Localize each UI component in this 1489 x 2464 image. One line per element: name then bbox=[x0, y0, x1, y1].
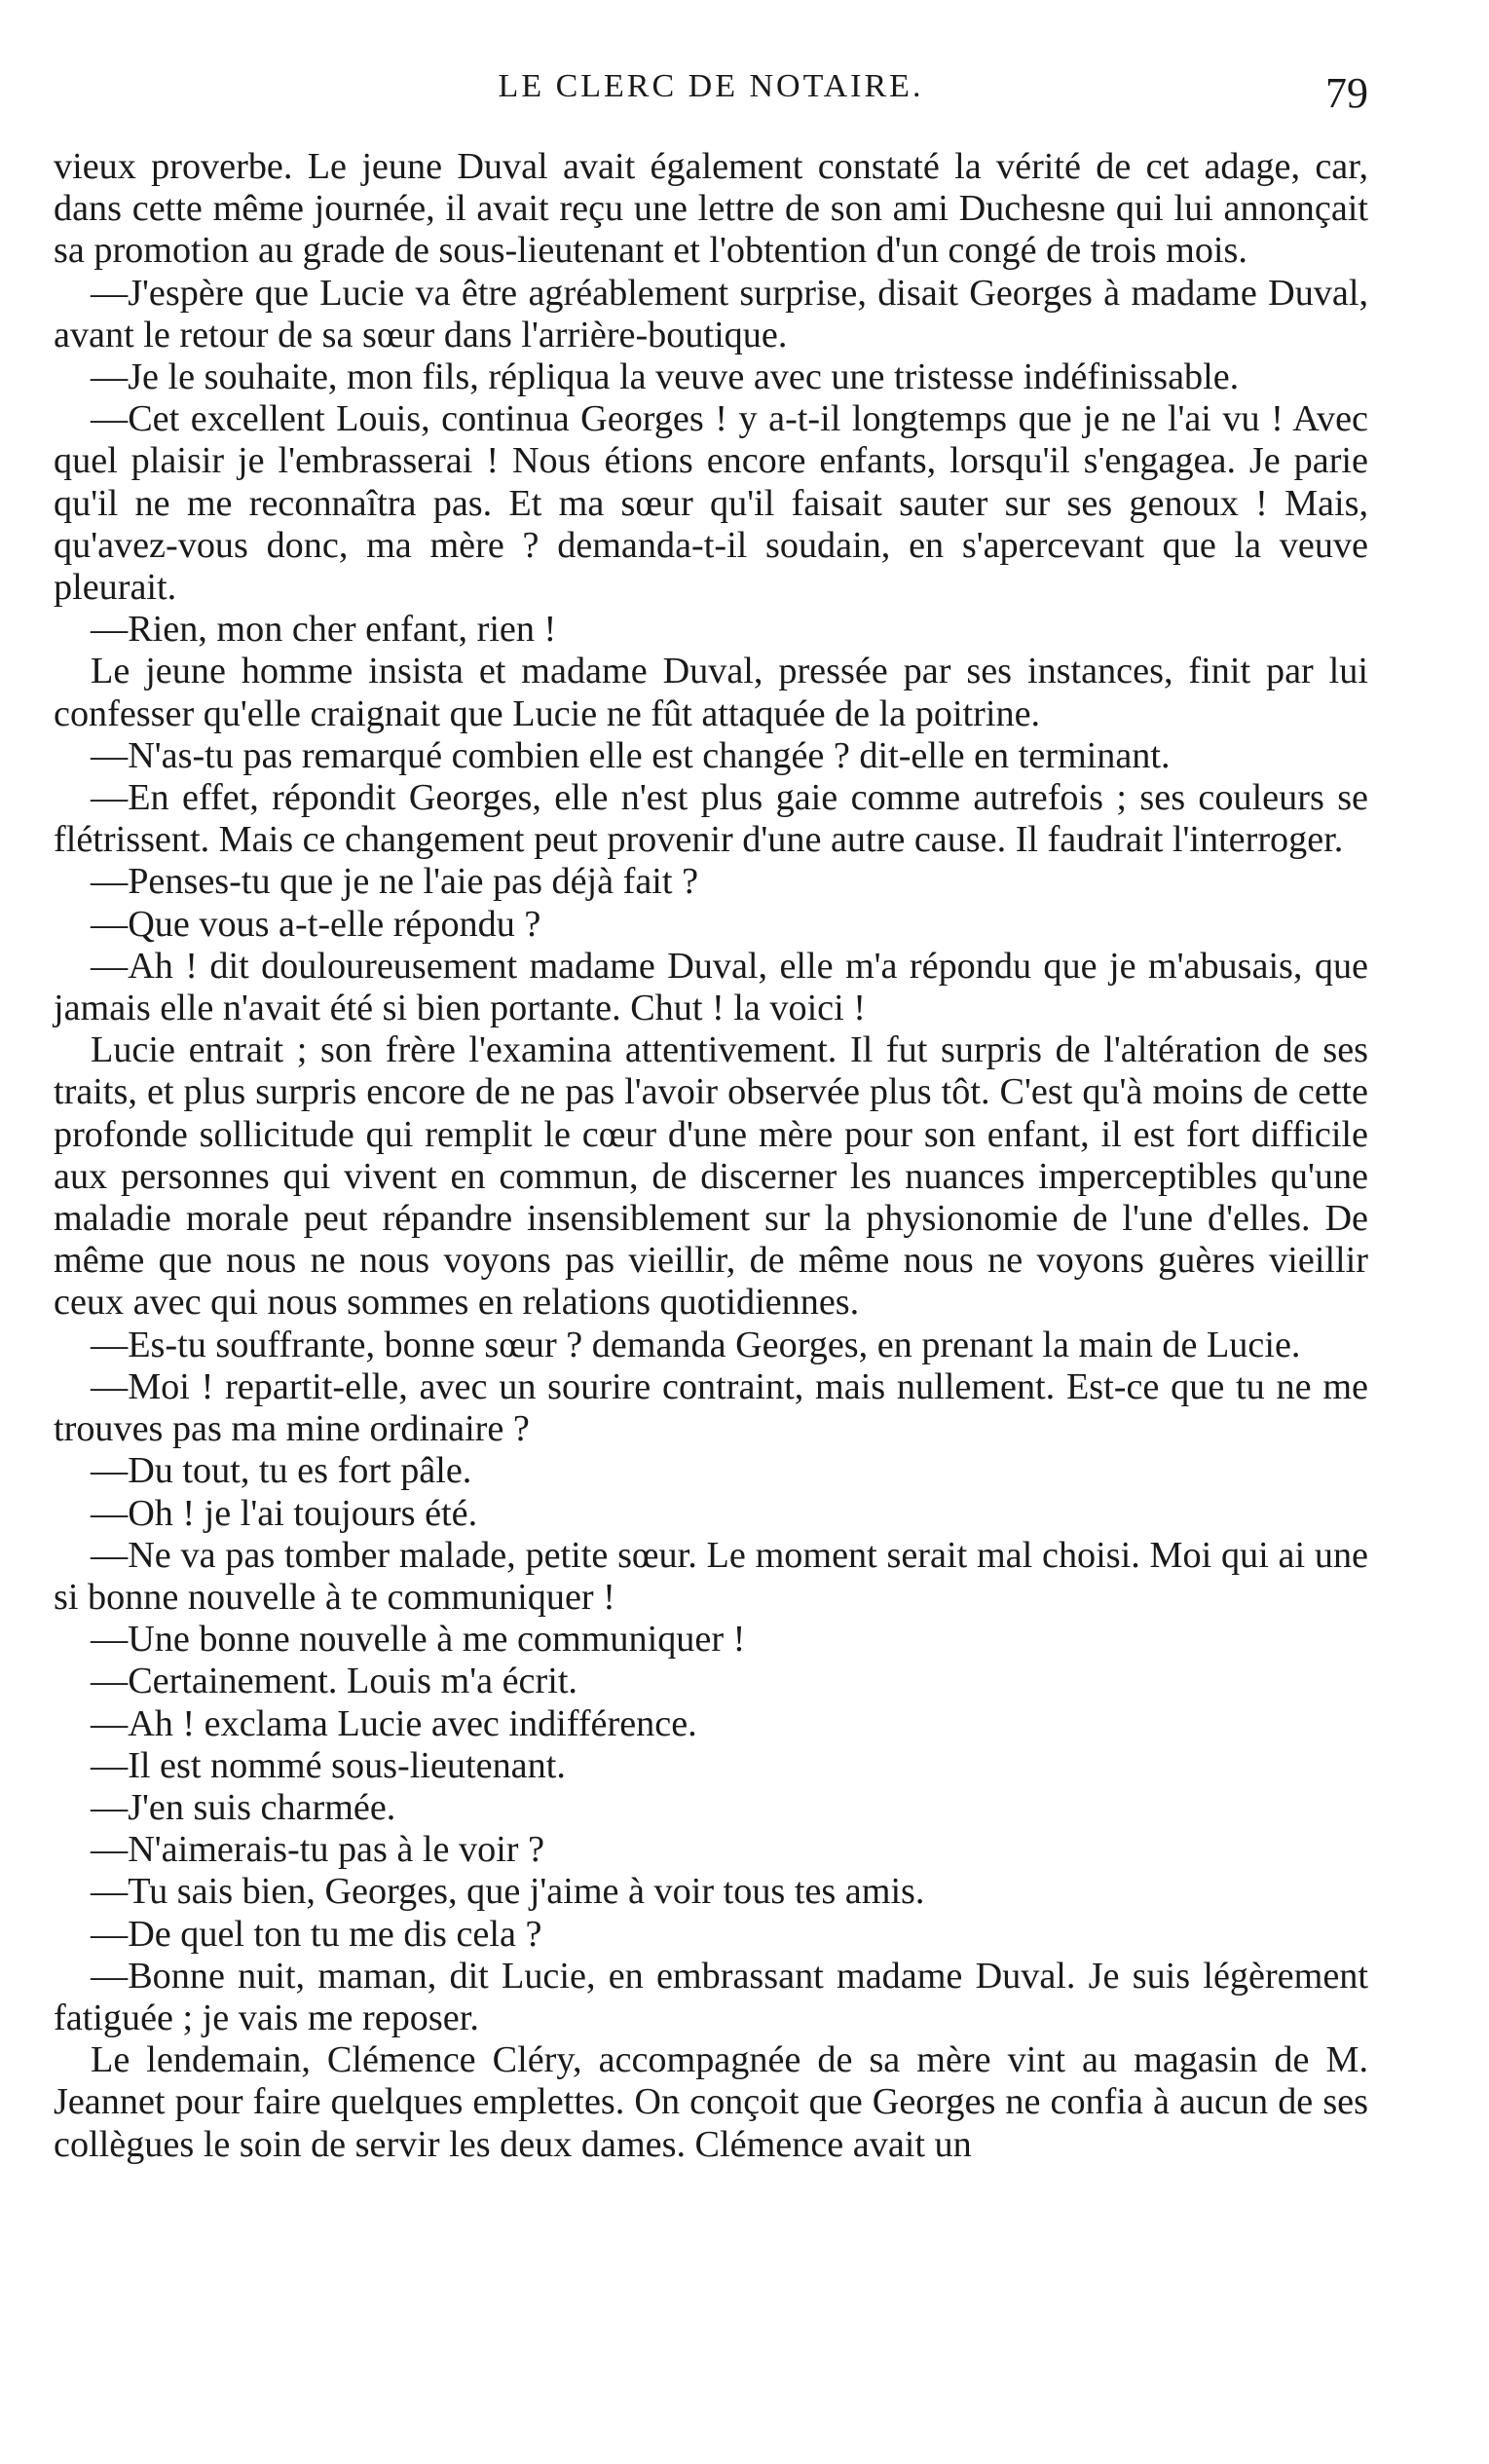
paragraph: —Bonne nuit, maman, dit Lucie, en embrassant madame Duval. Je suis légèrement fatiguée ; je vais me reposer. bbox=[54, 1955, 1368, 2038]
paragraph: —Es-tu souffrante, bonne sœur ? demanda Georges, en prenant la main de Lucie. bbox=[91, 1324, 1301, 1365]
text-body bbox=[54, 146, 1368, 2166]
paragraph: —Oh ! je l'ai toujours été. bbox=[91, 1492, 478, 1534]
paragraph: —Une bonne nouvelle à me communiquer ! bbox=[91, 1619, 746, 1661]
paragraph: —Je le souhaite, mon fils, répliqua la veuve avec une tristesse indéfinissable. bbox=[91, 356, 1240, 398]
paragraph: —De quel ton tu me dis cela ? bbox=[91, 1913, 542, 1955]
paragraph: —Ah ! exclama Lucie avec indifférence. bbox=[91, 1702, 697, 1744]
page-header bbox=[54, 68, 1368, 117]
paragraph: —Rien, mon cher enfant, rien ! bbox=[91, 609, 557, 651]
paragraph: —Tu sais bien, Georges, que j'aime à voir tous tes amis. bbox=[91, 1871, 925, 1913]
paragraph: —Ne va pas tomber malade, petite sœur. Le moment serait mal choisi. Moi qui ai une si bonne nouvelle à te communiquer ! bbox=[54, 1534, 1368, 1618]
paragraph: —Ah ! dit douloureusement madame Duval, elle m'a répondu que je m'abusais, que jamais elle n'avait été si bien portante. Chut ! la voici ! bbox=[54, 945, 1368, 1029]
paragraph: Le jeune homme insista et madame Duval, pressée par ses instances, finit par lui confesser qu'elle craignait que Lucie ne fût attaquée de la poitrine. bbox=[54, 651, 1368, 734]
paragraph: —Que vous a-t-elle répondu ? bbox=[91, 903, 541, 945]
paragraph: —Certainement. Louis m'a écrit. bbox=[91, 1661, 577, 1702]
paragraph: —Penses-tu que je ne l'aie pas déjà fait ? bbox=[91, 861, 699, 903]
paragraph: Lucie entrait ; son frère l'examina attentivement. Il fut surpris de l'altération de ses traits, et plus surpris encore de ne pas l'avoir observée plus tôt. C'est qu'à moins de cette profonde sollicitude qui remplit le cœur d'une mère pour son enfant, il est fort difficile aux personnes qui vivent en commun, de discerner les nuances imperceptibles qu'une maladie morale peut répandre insensiblement sur la physionomie de l'une d'elles. De même que nous ne nous voyons pas vieillir, de même nous ne voyons guères vieillir ceux avec qui nous sommes en relations quotidiennes. bbox=[54, 1029, 1368, 1324]
paragraph: —Moi ! repartit-elle, avec un sourire contraint, mais nullement. Est-ce que tu ne me trouves pas ma mine ordinaire ? bbox=[54, 1365, 1368, 1450]
paragraph: —Du tout, tu es fort pâle. bbox=[91, 1450, 472, 1492]
paragraph: —N'aimerais-tu pas à le voir ? bbox=[91, 1829, 545, 1871]
paragraph: Le lendemain, Clémence Cléry, accompagnée de sa mère vint au magasin de M. Jeannet pour faire quelques emplettes. On conçoit que Georges ne confia à aucun de ses collègues le soin de servir les deux dames. Clémence avait un bbox=[54, 2039, 1368, 2165]
paragraph: —N'as-tu pas remarqué combien elle est changée ? dit-elle en terminant. bbox=[91, 734, 1171, 776]
paragraph: —Il est nommé sous-lieutenant. bbox=[91, 1744, 566, 1786]
paragraph: —J'en suis charmée. bbox=[91, 1786, 396, 1828]
page-number: 79 bbox=[1325, 69, 1368, 117]
paragraph: vieux proverbe. Le jeune Duval avait également constaté la vérité de cet adage, car, dans cette même journée, il avait reçu une lettre de son ami Duchesne qui lui annonçait sa promotion au grade de sous-lieutenant et l'obtention d'un congé de trois mois. bbox=[54, 146, 1368, 272]
paragraph: —Cet excellent Louis, continua Georges ! y a-t-il longtemps que je ne l'ai vu ! Avec quel plaisir je l'embrasserai ! Nous étions encore enfants, lorsqu'il s'engagea. Je parie qu'il ne me reconnaîtra pas. Et ma sœur qu'il faisait sauter sur ses genoux ! Mais, qu'avez-vous donc, ma mère ? demanda-t-il soudain, en s'apercevant que la veuve pleurait. bbox=[54, 398, 1368, 609]
running-title: LE CLERC DE NOTAIRE. bbox=[498, 68, 924, 104]
paragraph: —En effet, répondit Georges, elle n'est plus gaie comme autrefois ; ses couleurs se flétrissent. Mais ce changement peut provenir d'une autre cause. Il faudrait l'interroger. bbox=[54, 777, 1368, 861]
paragraph: —J'espère que Lucie va être agréablement surprise, disait Georges à madame Duval, avant le retour de sa sœur dans l'arrière-boutique. bbox=[54, 272, 1368, 355]
